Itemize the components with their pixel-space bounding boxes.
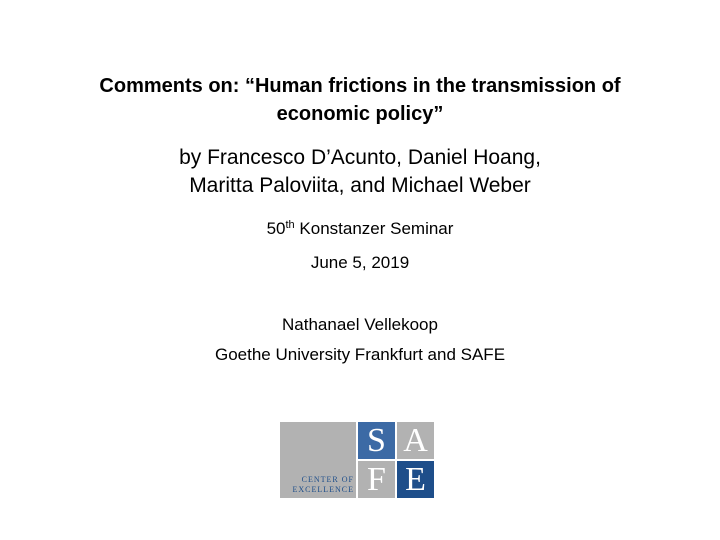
presenter-affiliation: Goethe University Frankfurt and SAFE xyxy=(214,345,506,364)
logo-tile-e: E xyxy=(397,461,434,498)
seminar-ordinal-suffix: th xyxy=(285,219,295,231)
logo-tile-f: F xyxy=(358,461,395,498)
authors-block xyxy=(20,144,700,200)
logo-tagline-center-of: CENTER OF xyxy=(301,475,354,484)
title-line-2: economic policy” xyxy=(276,103,444,125)
slide-title xyxy=(20,72,700,128)
logo-tile-s: S xyxy=(358,422,395,459)
presenter-name: Nathanael Vellekoop xyxy=(282,315,438,334)
logo-grey-block xyxy=(280,422,356,498)
safe-logo xyxy=(280,422,434,498)
logo-tagline-excellence: EXCELLENCE xyxy=(292,485,354,494)
authors-line-1: by Francesco D’Acunto, Daniel Hoang, xyxy=(179,146,541,169)
logo-tile-a: A xyxy=(397,422,434,459)
title-line-1: Comments on: “Human frictions in the transmission of xyxy=(99,75,621,97)
seminar-number: 50 xyxy=(266,219,286,238)
seminar-title: Konstanzer Seminar xyxy=(294,219,454,238)
authors-line-2: Maritta Paloviita, and Michael Weber xyxy=(189,174,531,197)
presentation-date: June 5, 2019 xyxy=(310,253,410,272)
seminar-name xyxy=(20,218,700,240)
